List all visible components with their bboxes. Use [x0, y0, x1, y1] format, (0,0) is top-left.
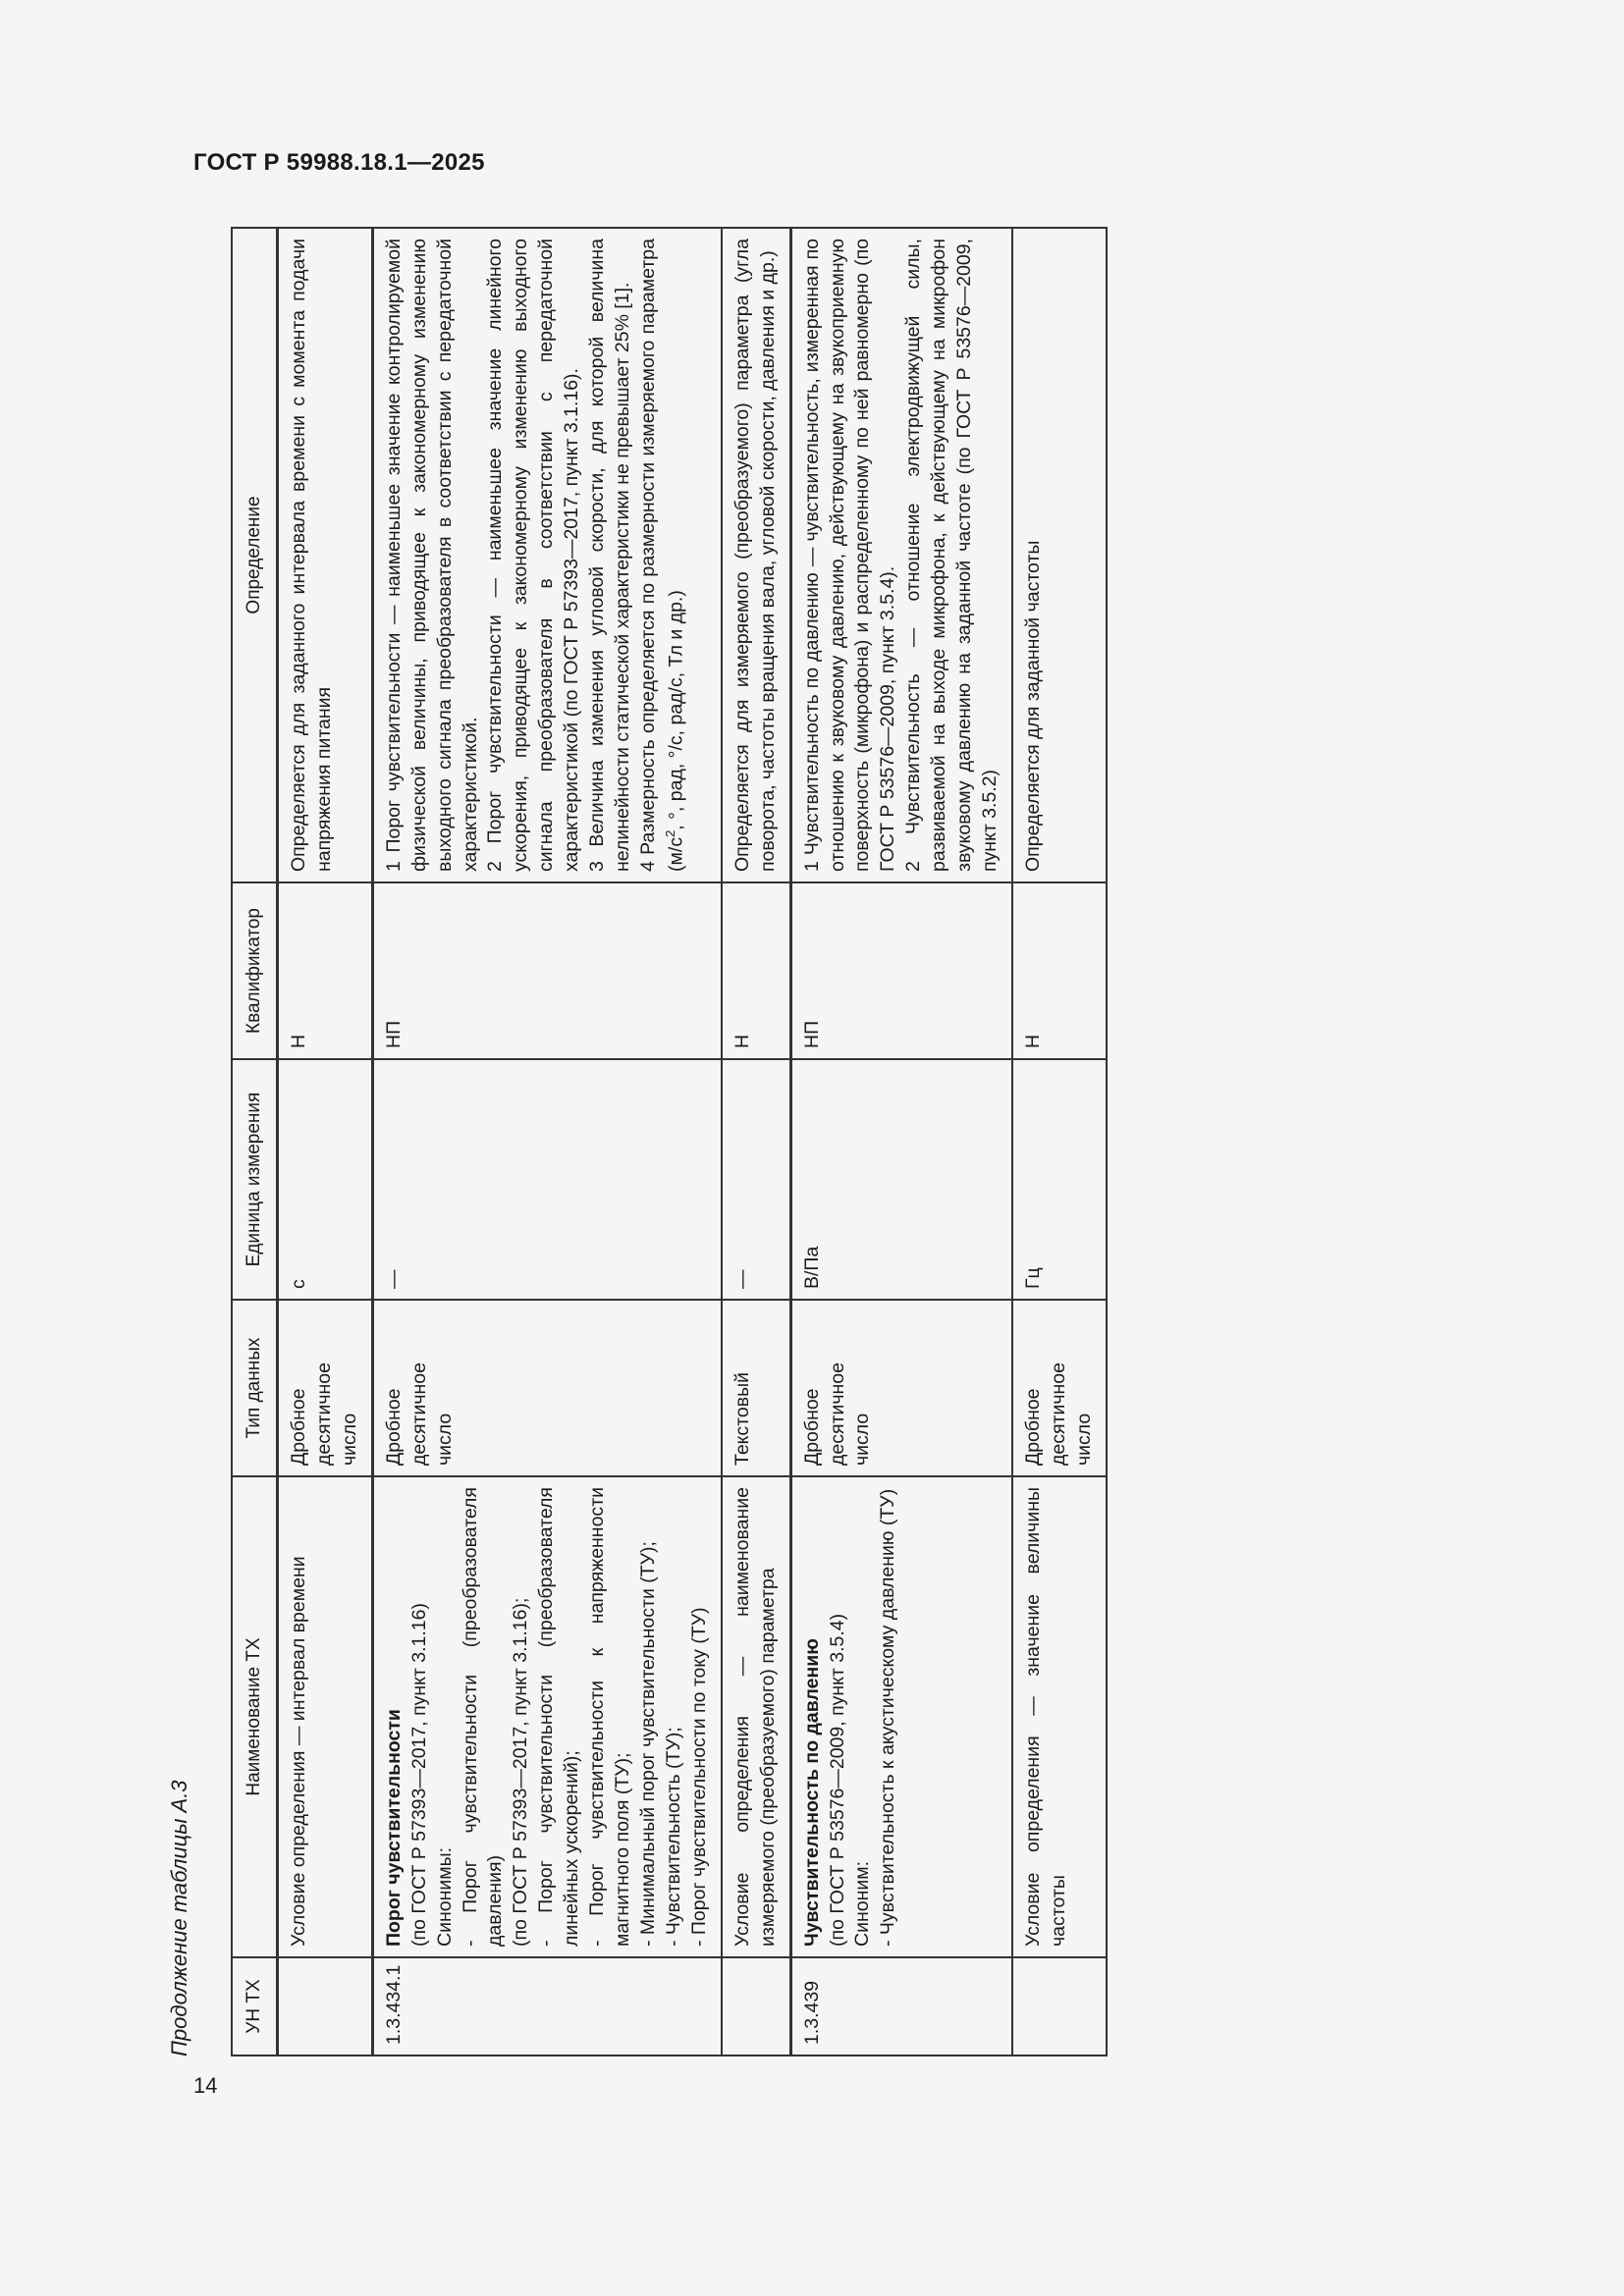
cell-name — [1012, 1476, 1107, 1957]
col-header-un: УН ТХ — [232, 1957, 278, 2056]
name-line: - Порог чувствительности (преобразователя линейных ускорений); — [535, 1487, 583, 1947]
def-line: 2 Порог чувствительности — наименьшее значение линейного ускорения, приводящее к закономерному изменению выходного сигнала преобразователя в соответствии с передаточной характеристикой (по ГОСТ Р 57393—2017, пункт 3.1.16). — [484, 239, 583, 872]
def-line: Определяется для заданной частоты — [1021, 540, 1044, 872]
cell-qual: Н — [722, 882, 790, 1059]
def-line-post: , °, рад, °/с, рад/с, Тл и др.) — [665, 590, 687, 830]
table-row — [722, 228, 790, 2056]
cell-def — [790, 228, 1012, 882]
def-line: Определяется для измеряемого (преобразуемого) параметра (угла поворота, частоты вращения вала, угловой скорости, давления и др.) — [731, 239, 779, 872]
name-line: Условие определения — интервал времени — [288, 1556, 309, 1947]
cell-un — [722, 1957, 790, 2056]
cell-unit: — — [722, 1059, 790, 1300]
cell-def — [722, 228, 790, 882]
cell-un — [278, 1957, 373, 2056]
name-line: - Порог чувствительности к напряженности магнитного поля (ТУ); — [586, 1487, 634, 1947]
page-number: 14 — [193, 2073, 218, 2098]
col-header-def: Определение — [232, 228, 278, 882]
table-caption: Продолжение таблицы А.3 — [167, 1780, 191, 2056]
name-line: (по ГОСТ Р 53576—2009, пункт 3.5.4) — [826, 1613, 848, 1947]
cell-qual: Н — [278, 882, 373, 1059]
cell-unit: с — [278, 1059, 373, 1300]
cell-qual: Н — [1012, 882, 1107, 1059]
cell-type: Текстовый — [722, 1300, 790, 1476]
name-line: Условие определения — значение величины частоты — [1021, 1487, 1069, 1947]
cell-qual: НП — [790, 882, 1012, 1059]
col-header-name: Наименование ТХ — [232, 1476, 278, 1957]
cell-unit: — — [372, 1059, 721, 1300]
cell-qual: НП — [372, 882, 721, 1059]
cell-name — [790, 1476, 1012, 1957]
name-line: Синоним: — [851, 1860, 874, 1947]
cell-name — [278, 1476, 373, 1957]
table-header-row — [232, 228, 278, 2056]
cell-type: Дробное десятичное число — [1012, 1300, 1107, 1476]
table-row — [790, 228, 1012, 2056]
col-header-qual: Квалификатор — [232, 882, 278, 1059]
table-row — [372, 228, 721, 2056]
name-line: Условие определения — наименование измеряемого (преобразуемого) параметра — [731, 1487, 779, 1947]
document-header: ГОСТ Р 59988.18.1—2025 — [193, 149, 485, 176]
col-header-unit: Единица измерения — [232, 1059, 278, 1300]
cell-def — [372, 228, 721, 882]
cell-un — [1012, 1957, 1107, 2056]
cell-def — [278, 228, 373, 882]
def-line-pre: 4 Размерность определяется по размерности измеряемого параметра (м/с — [636, 239, 687, 872]
rotated-table-area — [167, 219, 1384, 2056]
cell-unit: Гц — [1012, 1059, 1107, 1300]
cell-def — [1012, 228, 1107, 882]
name-line: (по ГОСТ Р 57393—2017, пункт 3.1.16); — [510, 1597, 532, 1947]
name-line: - Порог чувствительности по току (ТУ) — [687, 1607, 710, 1947]
cell-type: Дробное десятичное число — [790, 1300, 1012, 1476]
table-row — [1012, 228, 1107, 2056]
def-line: 2 Чувствительность — отношение электродвижущей силы, развиваемой на выходе микрофона, к действующему на микрофон звуковому давлению на заданной частоте (по ГОСТ Р 53576—2009, пункт 3.5.2) — [902, 239, 1001, 872]
name-line: - Чувствительность (ТУ); — [662, 1727, 684, 1947]
term-title: Порог чувствительности — [382, 1709, 405, 1947]
def-line: 3 Величина изменения угловой скорости, для которой величина нелинейности статической характеристики не превышает 25% [1]. — [586, 239, 634, 872]
cell-un: 1.3.434.1 — [372, 1957, 721, 2056]
table-row — [278, 228, 373, 2056]
cell-un: 1.3.439 — [790, 1957, 1012, 2056]
def-line-sup: 2 — [662, 829, 677, 837]
name-line: - Порог чувствительности (преобразователя давления) — [459, 1487, 507, 1947]
cell-name — [372, 1476, 721, 1957]
name-line: (по ГОСТ Р 57393—2017, пункт 3.1.16) — [407, 1603, 430, 1947]
cell-type: Дробное десятичное число — [278, 1300, 373, 1476]
cell-name — [722, 1476, 790, 1957]
def-line: 1 Чувствительность по давлению — чувствительность, измеренная по отношению к звуковому давлению, действующему на звукоприемную поверхность (микрофона) и распределенному по ней равномерно (по ГОСТ Р 53576—2009, пункт 3.5.4). — [800, 239, 899, 872]
term-title: Чувствительность по давлению — [800, 1638, 823, 1947]
def-line: 1 Порог чувствительности — наименьшее значение контролируемой физической величины, приводящее к закономерному изменению выходного сигнала преобразователя в соответствии с передаточной характеристикой. — [382, 239, 481, 872]
col-header-type: Тип данных — [232, 1300, 278, 1476]
name-line: - Чувствительность к акустическому давлению (ТУ) — [877, 1488, 899, 1947]
def-line: Определяется для заданного интервала времени с момента подачи напряжения питания — [288, 239, 335, 872]
parameters-table — [231, 227, 1108, 2056]
cell-type: Дробное десятичное число — [372, 1300, 721, 1476]
def-line-with-superscript — [636, 239, 689, 872]
name-line: - Минимальный порог чувствительности (ТУ); — [636, 1541, 659, 1947]
cell-unit: В/Па — [790, 1059, 1012, 1300]
name-line: Синонимы: — [433, 1846, 456, 1947]
